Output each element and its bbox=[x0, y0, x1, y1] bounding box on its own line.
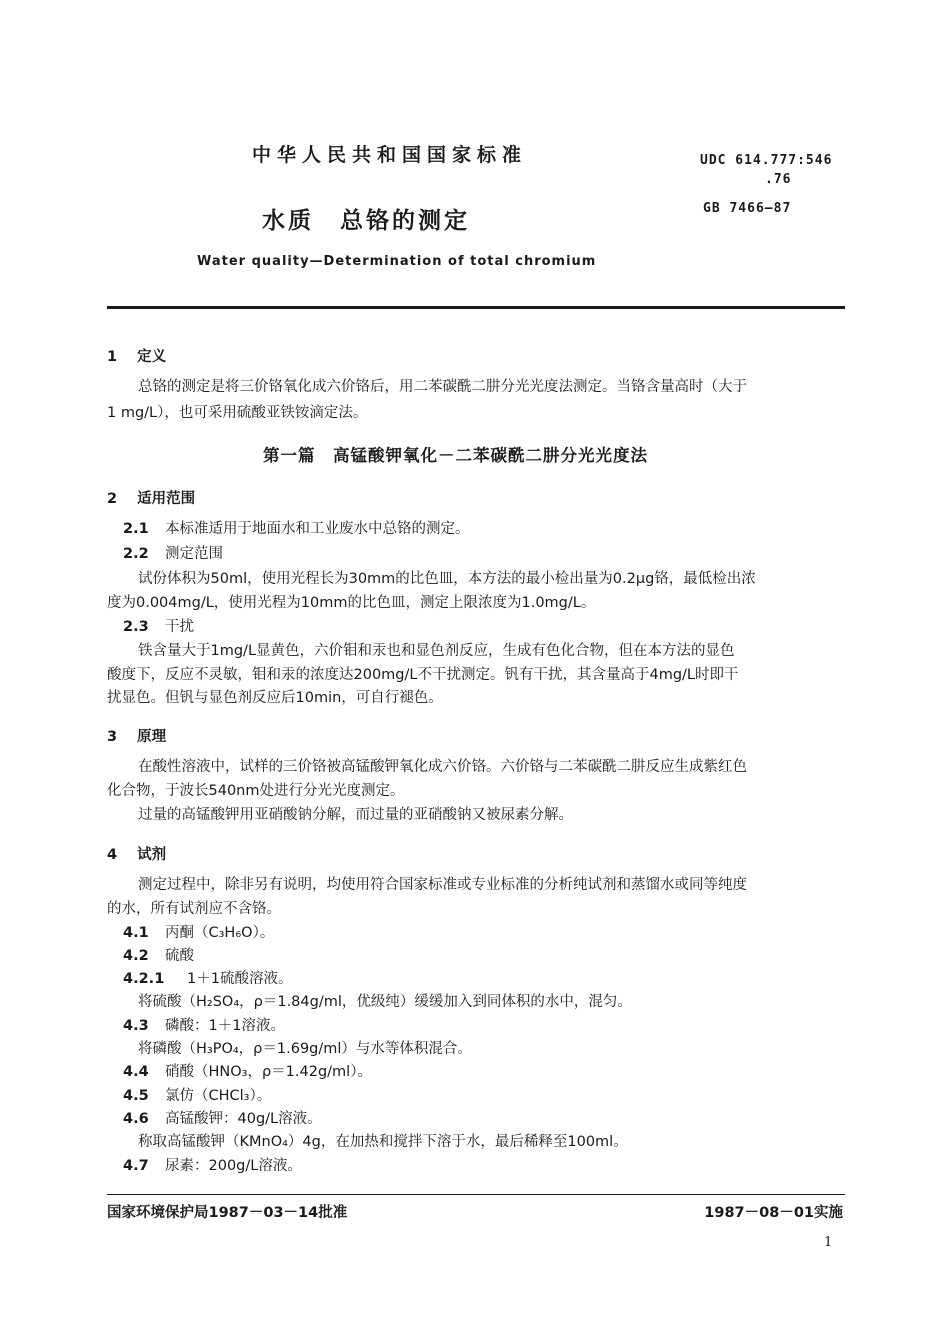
clause-4-5 bbox=[123, 1086, 271, 1106]
clause-text: 硝酸（HNO₃，ρ＝1.42g/ml）。 bbox=[165, 1064, 372, 1080]
approval-date: 国家环境保护局1987－03－14批准 bbox=[107, 1205, 348, 1221]
paragraph: 过量的高锰酸钾用亚硝酸钠分解，而过量的亚硝酸钠又被尿素分解。 bbox=[138, 807, 573, 823]
section-title: 定义 bbox=[137, 349, 167, 365]
paragraph: 将硫酸（H₂SO₄，ρ＝1.84g/ml，优级纯）缓缓加入到同体积的水中，混匀。 bbox=[138, 994, 632, 1010]
clause-number: 4.1 bbox=[123, 925, 149, 941]
udc-code: UDC 614.777:546 bbox=[700, 153, 833, 168]
clause-number: 2.3 bbox=[123, 619, 149, 635]
clause-number: 4.7 bbox=[123, 1158, 149, 1174]
national-standard-heading: 中华人民共和国国家标准 bbox=[252, 144, 528, 166]
clause-text: 氯仿（CHCl₃）。 bbox=[165, 1088, 272, 1104]
header-rule bbox=[107, 306, 845, 309]
section-2-heading bbox=[107, 489, 195, 509]
section-title: 适用范围 bbox=[137, 491, 196, 507]
section-number: 3 bbox=[107, 729, 118, 745]
clause-text: 测定范围 bbox=[165, 546, 223, 562]
udc-code-continued: .76 bbox=[765, 172, 792, 187]
paragraph: 的水，所有试剂应不含铬。 bbox=[107, 901, 281, 917]
clause-text: 尿素：200g/L溶液。 bbox=[165, 1158, 302, 1174]
section-4-heading bbox=[107, 845, 166, 865]
section-number: 4 bbox=[107, 847, 118, 863]
section-1-heading bbox=[107, 347, 166, 367]
paragraph: 度为0.004mg/L，使用光程为10mm的比色皿，测定上限浓度为1.0mg/L。 bbox=[107, 595, 596, 611]
paragraph: 称取高锰酸钾（KMnO₄）4g，在加热和搅拌下溶于水，最后稀释至100ml。 bbox=[138, 1134, 628, 1150]
clause-number: 4.2 bbox=[123, 948, 149, 964]
clause-number: 4.3 bbox=[123, 1018, 149, 1034]
part-title: 第一篇 高锰酸钾氧化－二苯碳酰二肼分光光度法 bbox=[263, 446, 648, 465]
gb-number: GB 7466—87 bbox=[703, 201, 792, 216]
clause-4-2-1 bbox=[123, 969, 292, 989]
clause-text: 干扰 bbox=[165, 619, 194, 635]
paragraph: 试份体积为50ml，使用光程长为30mm的比色皿，本方法的最小检出量为0.2μg铬，最低检出浓 bbox=[138, 571, 756, 587]
paragraph: 在酸性溶液中，试样的三价铬被高锰酸钾氧化成六价铬。六价铬与二苯碳酰二肼反应生成紫红色 bbox=[138, 759, 747, 775]
clause-4-4 bbox=[123, 1062, 372, 1082]
effective-date: 1987－08－01实施 bbox=[704, 1205, 843, 1221]
clause-number: 4.4 bbox=[123, 1064, 149, 1080]
clause-text: 本标准适用于地面水和工业废水中总铬的测定。 bbox=[165, 521, 470, 537]
section-title: 试剂 bbox=[137, 847, 167, 863]
section-title: 原理 bbox=[137, 729, 167, 745]
paragraph: 将磷酸（H₃PO₄，ρ＝1.69g/ml）与水等体积混合。 bbox=[138, 1041, 472, 1057]
paragraph: 测定过程中，除非另有说明，均使用符合国家标准或专业标准的分析纯试剂和蒸馏水或同等纯度 bbox=[138, 877, 747, 893]
clause-2-2 bbox=[123, 544, 223, 564]
clause-2-1 bbox=[123, 519, 470, 539]
document-title-en: Water quality—Determination of total chromium bbox=[197, 254, 597, 269]
clause-2-3 bbox=[123, 617, 194, 637]
footer-rule bbox=[107, 1194, 845, 1195]
clause-4-1 bbox=[123, 923, 274, 943]
page-number: 1 bbox=[824, 1235, 833, 1250]
clause-text: 磷酸：1＋1溶液。 bbox=[165, 1018, 285, 1034]
document-title-cn: 水质 总铬的测定 bbox=[262, 208, 470, 234]
section-3-heading bbox=[107, 727, 166, 747]
paragraph: 1 mg/L），也可采用硫酸亚铁铵滴定法。 bbox=[107, 405, 368, 421]
clause-4-7 bbox=[123, 1156, 302, 1176]
paragraph: 总铬的测定是将三价铬氧化成六价铬后，用二苯碳酰二肼分光光度法测定。当铬含量高时（大于 bbox=[138, 379, 747, 395]
section-number: 1 bbox=[107, 349, 118, 365]
clause-text: 丙酮（C₃H₆O）。 bbox=[165, 925, 275, 941]
paragraph: 扰显色。但钒与显色剂反应后10min，可自行褪色。 bbox=[107, 690, 443, 706]
clause-text: 硫酸 bbox=[165, 948, 194, 964]
clause-number: 4.5 bbox=[123, 1088, 149, 1104]
clause-4-2 bbox=[123, 946, 194, 966]
paragraph: 铁含量大于1mg/L显黄色，六价钼和汞也和显色剂反应，生成有色化合物，但在本方法的显色 bbox=[138, 643, 735, 659]
paragraph: 化合物，于波长540nm处进行分光光度测定。 bbox=[107, 783, 405, 799]
clause-4-6 bbox=[123, 1109, 322, 1129]
section-number: 2 bbox=[107, 491, 118, 507]
clause-number: 4.2.1 bbox=[123, 971, 165, 987]
clause-4-3 bbox=[123, 1016, 285, 1036]
clause-text: 高锰酸钾：40g/L溶液。 bbox=[165, 1111, 322, 1127]
clause-number: 2.2 bbox=[123, 546, 149, 562]
clause-number: 4.6 bbox=[123, 1111, 149, 1127]
clause-number: 2.1 bbox=[123, 521, 149, 537]
clause-text: 1＋1硫酸溶液。 bbox=[187, 971, 293, 987]
paragraph: 酸度下，反应不灵敏，钼和汞的浓度达200mg/L不干扰测定。钒有干扰，其含量高于4mg/L时即干 bbox=[107, 667, 739, 683]
